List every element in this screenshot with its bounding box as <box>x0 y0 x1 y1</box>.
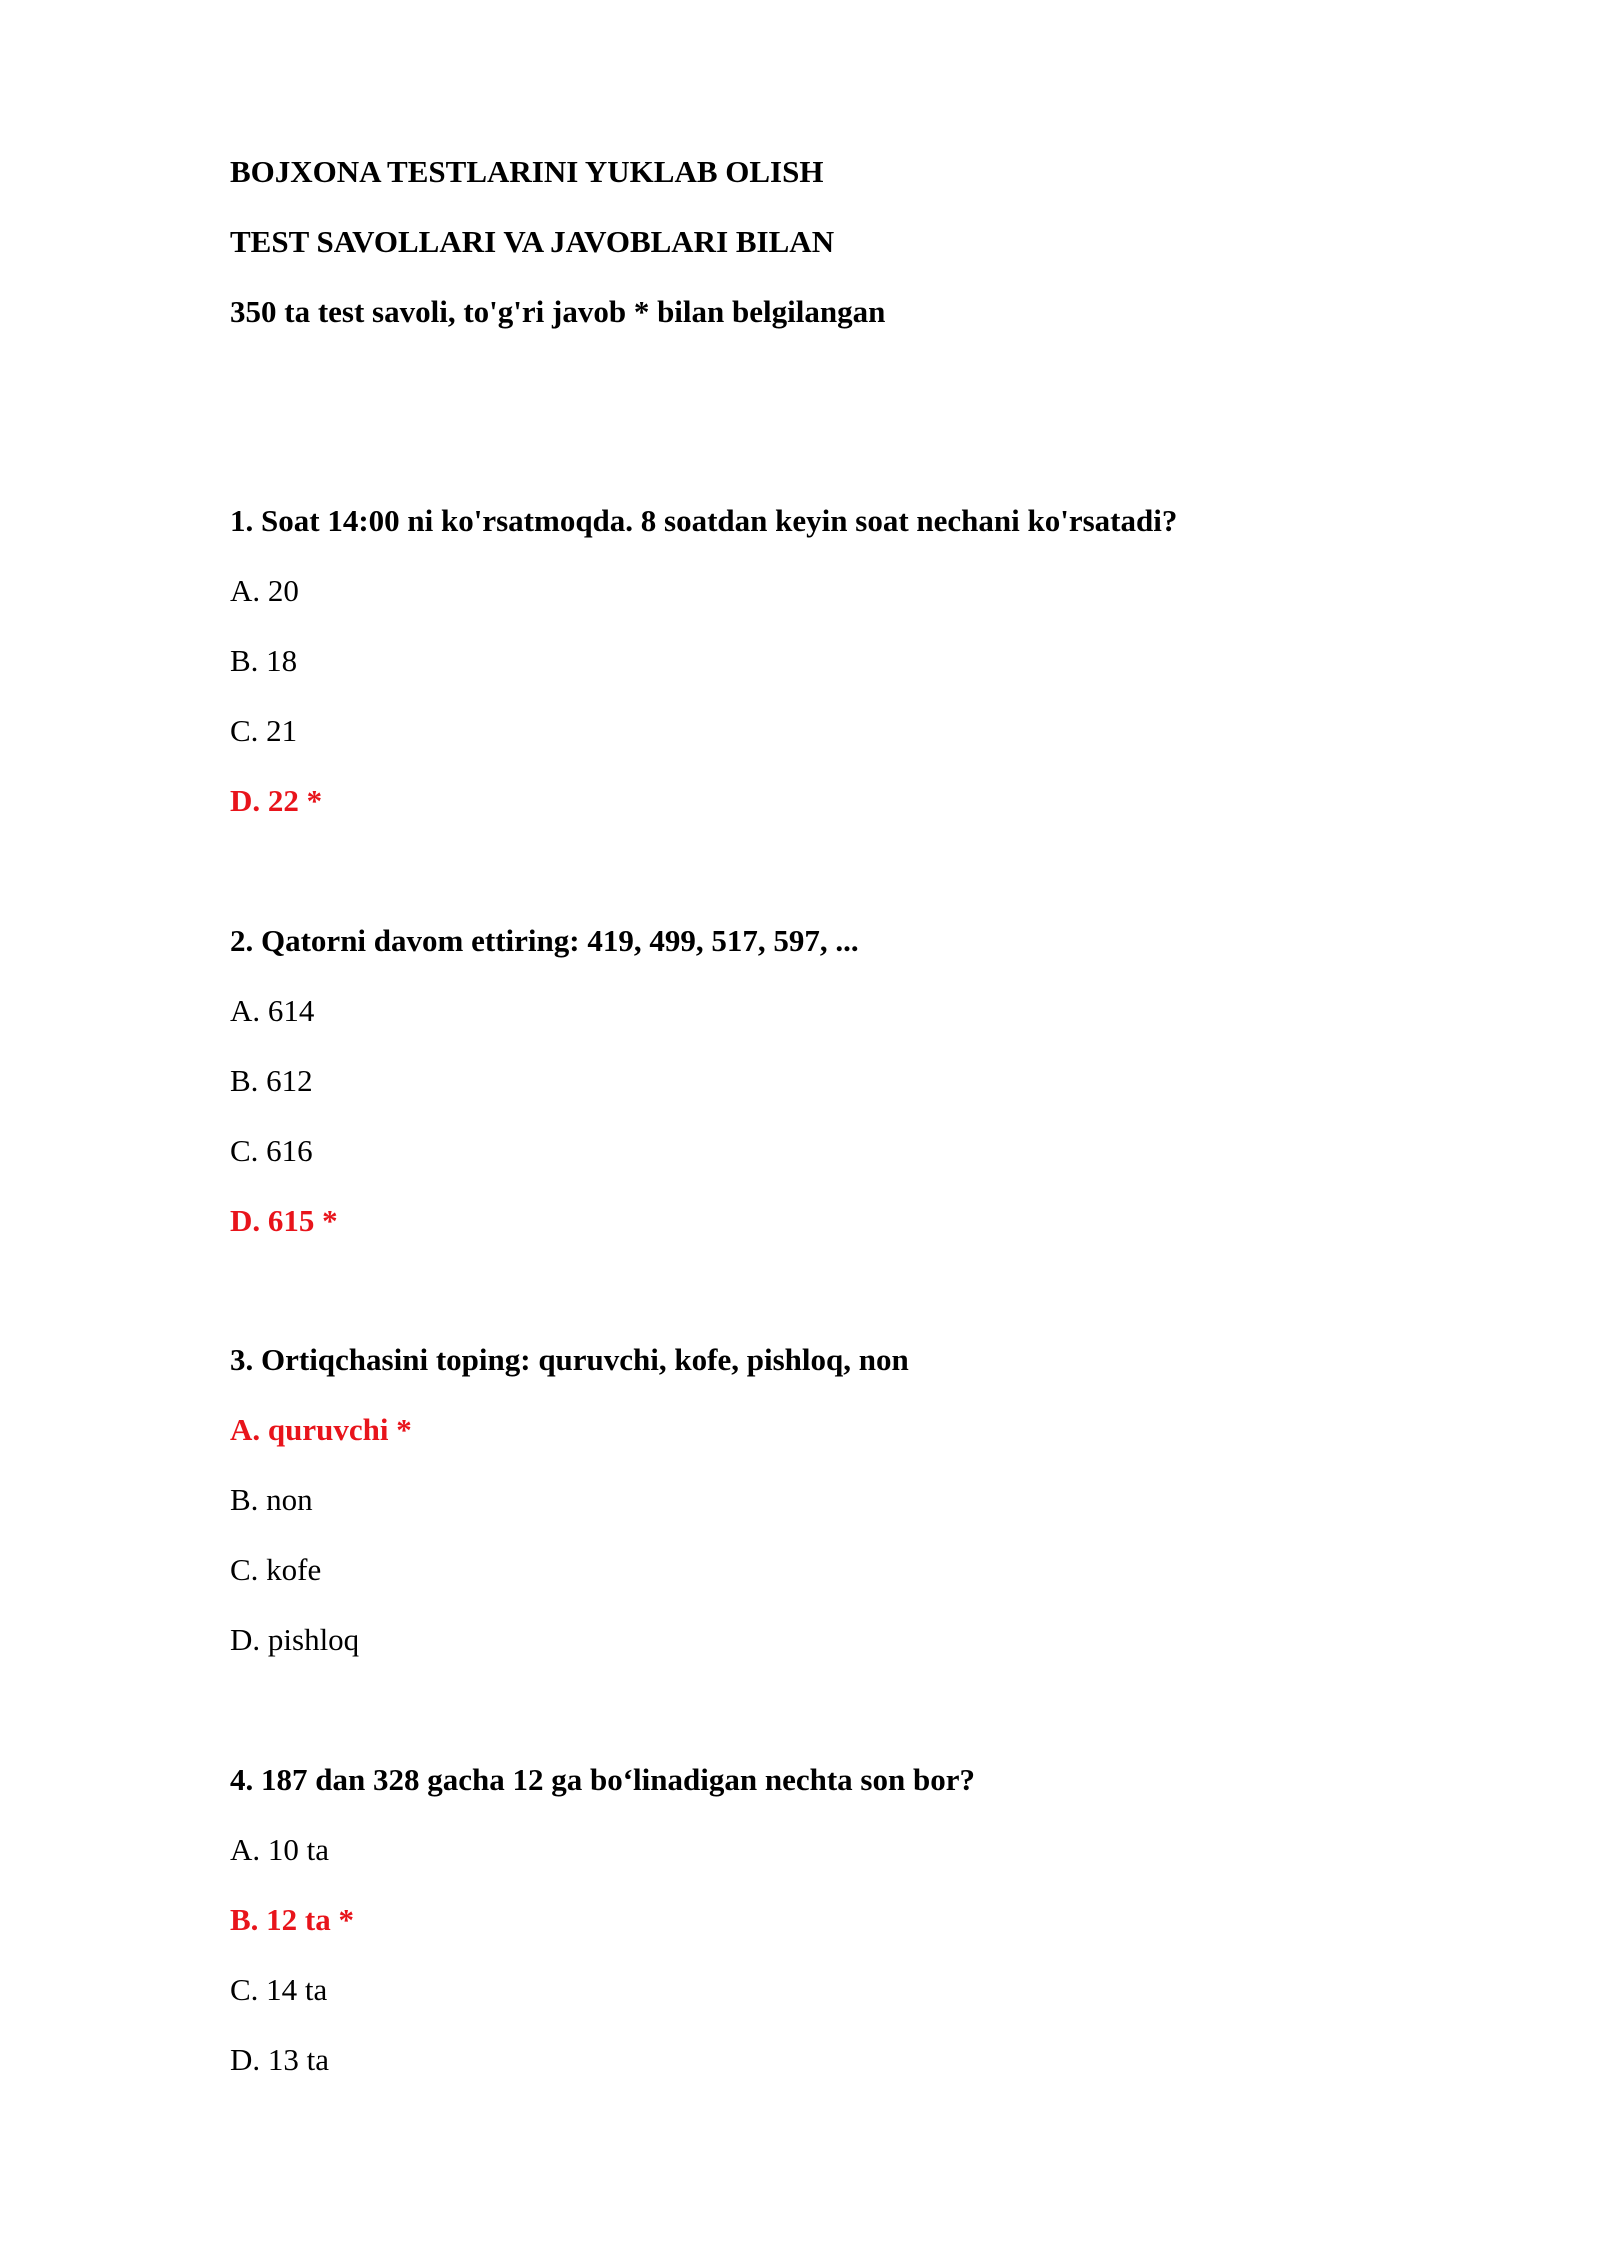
question-3-option-c: C. kofe <box>230 1552 322 1587</box>
question-4-text: 4. 187 dan 328 gacha 12 ga bo‘linadigan nechta son bor? <box>230 1762 975 1797</box>
question-4-option-a: A. 10 ta <box>230 1832 330 1867</box>
question-1-option-d-correct: D. 22 * <box>230 783 323 818</box>
question-3-text: 3. Ortiqchasini toping: quruvchi, kofe, pishloq, non <box>230 1342 909 1377</box>
question-1-option-a: A. 20 <box>230 573 299 608</box>
question-4-option-b-correct: B. 12 ta * <box>230 1902 354 1937</box>
question-4-option-d: D. 13 ta <box>230 2042 330 2077</box>
question-2-option-d-correct: D. 615 * <box>230 1203 338 1238</box>
question-1-option-c: C. 21 <box>230 713 298 748</box>
question-3-option-d: D. pishloq <box>230 1622 360 1657</box>
question-2-option-a: A. 614 <box>230 993 315 1028</box>
question-2-option-c: C. 616 <box>230 1133 313 1168</box>
question-2-option-b: B. 612 <box>230 1063 313 1098</box>
question-3-option-a-correct: A. quruvchi * <box>230 1412 412 1447</box>
document-title: BOJXONA TESTLARINI YUKLAB OLISH <box>230 154 824 189</box>
question-1-option-b: B. 18 <box>230 643 298 678</box>
question-2-text: 2. Qatorni davom ettiring: 419, 499, 517, 597, ... <box>230 923 859 958</box>
document-subtitle: TEST SAVOLLARI VA JAVOBLARI BILAN <box>230 224 835 259</box>
document-note: 350 ta test savoli, to'g'ri javob * bilan belgilangan <box>230 294 886 329</box>
question-3-option-b: B. non <box>230 1482 313 1517</box>
question-4-option-c: C. 14 ta <box>230 1972 328 2007</box>
question-1-text: 1. Soat 14:00 ni ko'rsatmoqda. 8 soatdan keyin soat nechani ko'rsatadi? <box>230 503 1178 538</box>
